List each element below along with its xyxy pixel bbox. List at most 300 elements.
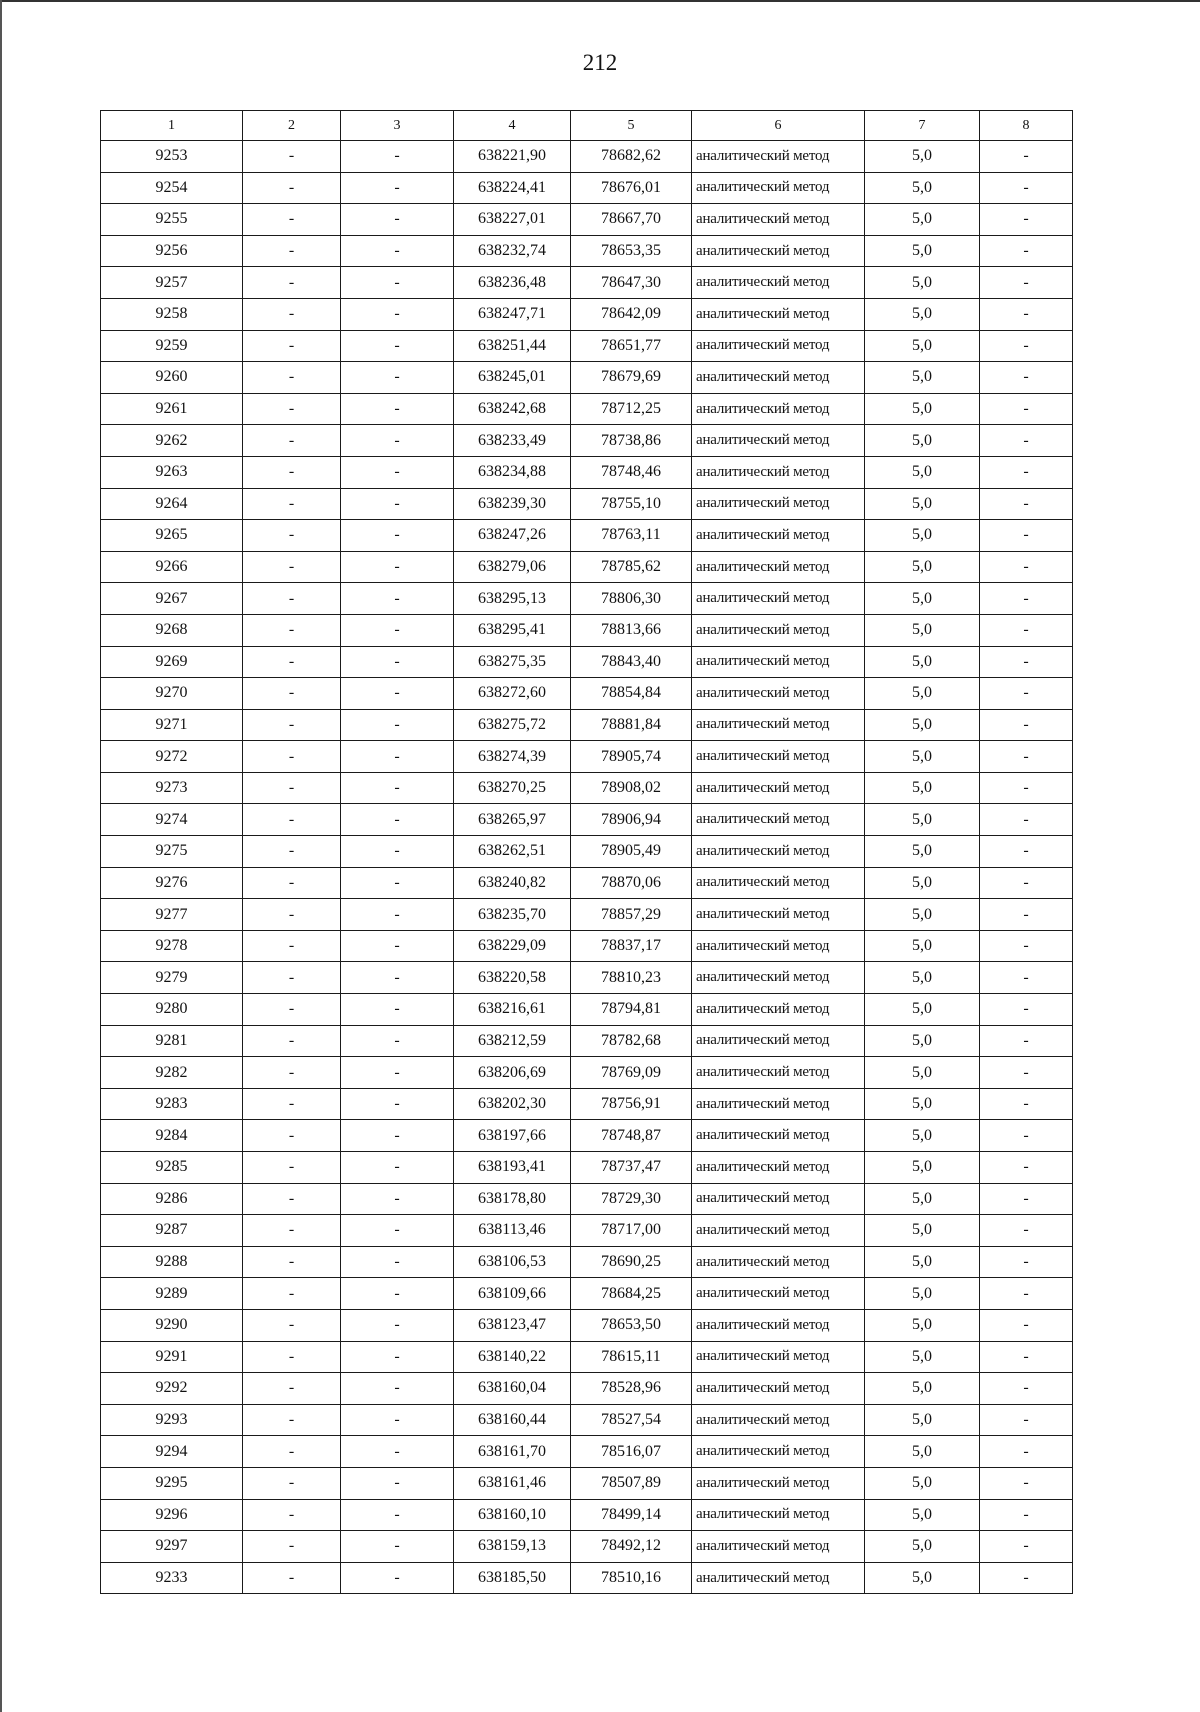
cell-accuracy: 5,0 [865, 1531, 980, 1563]
cell-coord-x: 638295,13 [454, 583, 571, 615]
cell-accuracy: 5,0 [865, 141, 980, 173]
cell-coord-y: 78748,87 [571, 1120, 692, 1152]
table-row [101, 267, 1073, 299]
cell-coord-y: 78905,49 [571, 836, 692, 868]
cell-point-number: 9262 [101, 425, 243, 457]
cell-method: аналитический метод [692, 1088, 865, 1120]
cell-point-number: 9266 [101, 551, 243, 583]
cell-coord-x: 638251,44 [454, 330, 571, 362]
cell-coord-x: 638221,90 [454, 141, 571, 173]
cell-col-3-value: - [341, 456, 454, 488]
cell-col-8-value: - [980, 1278, 1073, 1310]
cell-col-3-value: - [341, 1309, 454, 1341]
table-row [101, 425, 1073, 457]
cell-method: аналитический метод [692, 1404, 865, 1436]
cell-coord-y: 78748,46 [571, 456, 692, 488]
cell-accuracy: 5,0 [865, 741, 980, 773]
cell-coord-x: 638109,66 [454, 1278, 571, 1310]
cell-col-2-value: - [243, 488, 341, 520]
cell-col-8-value: - [980, 1152, 1073, 1184]
cell-col-2-value: - [243, 1341, 341, 1373]
cell-method: аналитический метод [692, 1309, 865, 1341]
cell-coord-y: 78763,11 [571, 520, 692, 552]
cell-col-8-value: - [980, 1404, 1073, 1436]
cell-accuracy: 5,0 [865, 1183, 980, 1215]
table-row [101, 1278, 1073, 1310]
cell-coord-x: 638242,68 [454, 393, 571, 425]
cell-point-number: 9267 [101, 583, 243, 615]
cell-col-8-value: - [980, 172, 1073, 204]
cell-point-number: 9278 [101, 930, 243, 962]
cell-col-8-value: - [980, 330, 1073, 362]
cell-point-number: 9294 [101, 1436, 243, 1468]
cell-method: аналитический метод [692, 709, 865, 741]
cell-col-8-value: - [980, 1373, 1073, 1405]
cell-method: аналитический метод [692, 488, 865, 520]
cell-coord-x: 638275,72 [454, 709, 571, 741]
cell-col-8-value: - [980, 994, 1073, 1026]
cell-coord-x: 638272,60 [454, 678, 571, 710]
table-row [101, 1436, 1073, 1468]
cell-accuracy: 5,0 [865, 1373, 980, 1405]
cell-coord-x: 638247,71 [454, 298, 571, 330]
cell-col-2-value: - [243, 836, 341, 868]
cell-col-3-value: - [341, 1057, 454, 1089]
table-row [101, 488, 1073, 520]
cell-coord-y: 78528,96 [571, 1373, 692, 1405]
cell-col-2-value: - [243, 1025, 341, 1057]
cell-coord-y: 78857,29 [571, 899, 692, 931]
cell-coord-x: 638279,06 [454, 551, 571, 583]
cell-coord-y: 78806,30 [571, 583, 692, 615]
cell-method: аналитический метод [692, 1373, 865, 1405]
column-header-4: 4 [454, 111, 571, 141]
cell-col-3-value: - [341, 298, 454, 330]
cell-point-number: 9258 [101, 298, 243, 330]
cell-coord-y: 78684,25 [571, 1278, 692, 1310]
cell-col-2-value: - [243, 962, 341, 994]
cell-col-3-value: - [341, 772, 454, 804]
cell-accuracy: 5,0 [865, 330, 980, 362]
cell-method: аналитический метод [692, 1120, 865, 1152]
cell-col-2-value: - [243, 678, 341, 710]
table-body [101, 141, 1073, 1594]
cell-coord-x: 638140,22 [454, 1341, 571, 1373]
cell-method: аналитический метод [692, 614, 865, 646]
cell-method: аналитический метод [692, 678, 865, 710]
cell-method: аналитический метод [692, 867, 865, 899]
cell-col-3-value: - [341, 1467, 454, 1499]
cell-col-3-value: - [341, 235, 454, 267]
cell-point-number: 9270 [101, 678, 243, 710]
cell-col-2-value: - [243, 172, 341, 204]
cell-col-8-value: - [980, 267, 1073, 299]
cell-col-2-value: - [243, 583, 341, 615]
table-row [101, 330, 1073, 362]
cell-col-2-value: - [243, 1215, 341, 1247]
cell-accuracy: 5,0 [865, 867, 980, 899]
table-row [101, 1309, 1073, 1341]
cell-col-2-value: - [243, 1278, 341, 1310]
cell-coord-x: 638239,30 [454, 488, 571, 520]
table-row [101, 235, 1073, 267]
table-row [101, 1341, 1073, 1373]
table-row [101, 1531, 1073, 1563]
cell-coord-y: 78527,54 [571, 1404, 692, 1436]
cell-coord-y: 78738,86 [571, 425, 692, 457]
cell-col-8-value: - [980, 899, 1073, 931]
cell-col-8-value: - [980, 709, 1073, 741]
cell-col-8-value: - [980, 1309, 1073, 1341]
cell-coord-x: 638234,88 [454, 456, 571, 488]
cell-accuracy: 5,0 [865, 1088, 980, 1120]
cell-coord-x: 638236,48 [454, 267, 571, 299]
cell-method: аналитический метод [692, 204, 865, 236]
cell-point-number: 9290 [101, 1309, 243, 1341]
cell-accuracy: 5,0 [865, 520, 980, 552]
cell-col-2-value: - [243, 1373, 341, 1405]
cell-col-8-value: - [980, 425, 1073, 457]
cell-coord-x: 638220,58 [454, 962, 571, 994]
column-header-1: 1 [101, 111, 243, 141]
cell-point-number: 9288 [101, 1246, 243, 1278]
cell-coord-x: 638270,25 [454, 772, 571, 804]
cell-point-number: 9279 [101, 962, 243, 994]
cell-method: аналитический метод [692, 393, 865, 425]
cell-coord-y: 78785,62 [571, 551, 692, 583]
cell-col-8-value: - [980, 551, 1073, 583]
table-row [101, 741, 1073, 773]
cell-point-number: 9268 [101, 614, 243, 646]
cell-coord-x: 638193,41 [454, 1152, 571, 1184]
cell-col-2-value: - [243, 994, 341, 1026]
cell-col-8-value: - [980, 1088, 1073, 1120]
cell-coord-y: 78516,07 [571, 1436, 692, 1468]
column-header-8: 8 [980, 111, 1073, 141]
cell-col-3-value: - [341, 267, 454, 299]
cell-col-3-value: - [341, 204, 454, 236]
cell-col-2-value: - [243, 204, 341, 236]
cell-coord-y: 78737,47 [571, 1152, 692, 1184]
cell-col-8-value: - [980, 1467, 1073, 1499]
cell-col-3-value: - [341, 709, 454, 741]
cell-col-3-value: - [341, 1404, 454, 1436]
cell-method: аналитический метод [692, 741, 865, 773]
cell-method: аналитический метод [692, 330, 865, 362]
table-row [101, 867, 1073, 899]
cell-coord-x: 638265,97 [454, 804, 571, 836]
cell-method: аналитический метод [692, 141, 865, 173]
cell-col-3-value: - [341, 488, 454, 520]
cell-accuracy: 5,0 [865, 962, 980, 994]
cell-col-2-value: - [243, 298, 341, 330]
cell-accuracy: 5,0 [865, 1246, 980, 1278]
cell-accuracy: 5,0 [865, 1404, 980, 1436]
cell-coord-y: 78712,25 [571, 393, 692, 425]
cell-col-3-value: - [341, 330, 454, 362]
cell-col-2-value: - [243, 646, 341, 678]
table-row [101, 1246, 1073, 1278]
cell-coord-y: 78908,02 [571, 772, 692, 804]
table-row [101, 1057, 1073, 1089]
cell-point-number: 9255 [101, 204, 243, 236]
cell-accuracy: 5,0 [865, 930, 980, 962]
table-row [101, 994, 1073, 1026]
cell-point-number: 9264 [101, 488, 243, 520]
page-edge-top [0, 0, 1200, 2]
cell-col-8-value: - [980, 930, 1073, 962]
cell-point-number: 9291 [101, 1341, 243, 1373]
cell-coord-x: 638240,82 [454, 867, 571, 899]
cell-point-number: 9295 [101, 1467, 243, 1499]
cell-coord-y: 78492,12 [571, 1531, 692, 1563]
cell-col-2-value: - [243, 1467, 341, 1499]
cell-coord-y: 78794,81 [571, 994, 692, 1026]
cell-col-8-value: - [980, 1246, 1073, 1278]
cell-point-number: 9292 [101, 1373, 243, 1405]
cell-col-8-value: - [980, 1341, 1073, 1373]
cell-coord-x: 638245,01 [454, 362, 571, 394]
cell-col-3-value: - [341, 393, 454, 425]
cell-accuracy: 5,0 [865, 583, 980, 615]
cell-col-8-value: - [980, 583, 1073, 615]
cell-accuracy: 5,0 [865, 836, 980, 868]
table-row [101, 298, 1073, 330]
cell-col-8-value: - [980, 962, 1073, 994]
cell-col-2-value: - [243, 1436, 341, 1468]
cell-accuracy: 5,0 [865, 204, 980, 236]
table-row [101, 678, 1073, 710]
cell-point-number: 9284 [101, 1120, 243, 1152]
cell-col-2-value: - [243, 456, 341, 488]
cell-col-3-value: - [341, 1499, 454, 1531]
cell-col-3-value: - [341, 899, 454, 931]
cell-col-2-value: - [243, 1088, 341, 1120]
cell-point-number: 9254 [101, 172, 243, 204]
cell-point-number: 9257 [101, 267, 243, 299]
table-row [101, 362, 1073, 394]
cell-col-8-value: - [980, 488, 1073, 520]
cell-point-number: 9271 [101, 709, 243, 741]
table-row [101, 172, 1073, 204]
cell-method: аналитический метод [692, 1278, 865, 1310]
cell-col-8-value: - [980, 1120, 1073, 1152]
cell-col-2-value: - [243, 741, 341, 773]
cell-accuracy: 5,0 [865, 1278, 980, 1310]
cell-method: аналитический метод [692, 298, 865, 330]
cell-col-8-value: - [980, 298, 1073, 330]
cell-col-3-value: - [341, 1531, 454, 1563]
cell-method: аналитический метод [692, 962, 865, 994]
cell-coord-y: 78837,17 [571, 930, 692, 962]
cell-col-2-value: - [243, 1246, 341, 1278]
cell-col-3-value: - [341, 1341, 454, 1373]
cell-col-3-value: - [341, 804, 454, 836]
cell-col-2-value: - [243, 330, 341, 362]
cell-col-2-value: - [243, 772, 341, 804]
cell-coord-y: 78653,50 [571, 1309, 692, 1341]
table-row [101, 1215, 1073, 1247]
cell-coord-x: 638224,41 [454, 172, 571, 204]
cell-point-number: 9286 [101, 1183, 243, 1215]
cell-col-8-value: - [980, 393, 1073, 425]
cell-method: аналитический метод [692, 1531, 865, 1563]
cell-coord-y: 78679,69 [571, 362, 692, 394]
cell-coord-y: 78870,06 [571, 867, 692, 899]
cell-col-8-value: - [980, 1436, 1073, 1468]
table-header-row [101, 111, 1073, 141]
cell-col-2-value: - [243, 709, 341, 741]
cell-col-3-value: - [341, 1025, 454, 1057]
cell-accuracy: 5,0 [865, 1499, 980, 1531]
cell-col-8-value: - [980, 678, 1073, 710]
cell-method: аналитический метод [692, 172, 865, 204]
cell-method: аналитический метод [692, 899, 865, 931]
table-row [101, 646, 1073, 678]
cell-point-number: 9265 [101, 520, 243, 552]
cell-accuracy: 5,0 [865, 804, 980, 836]
cell-point-number: 9276 [101, 867, 243, 899]
cell-coord-x: 638161,46 [454, 1467, 571, 1499]
cell-coord-y: 78690,25 [571, 1246, 692, 1278]
cell-accuracy: 5,0 [865, 646, 980, 678]
cell-col-3-value: - [341, 994, 454, 1026]
cell-col-2-value: - [243, 267, 341, 299]
cell-point-number: 9260 [101, 362, 243, 394]
cell-accuracy: 5,0 [865, 772, 980, 804]
cell-coord-y: 78499,14 [571, 1499, 692, 1531]
cell-coord-x: 638160,44 [454, 1404, 571, 1436]
cell-point-number: 9282 [101, 1057, 243, 1089]
cell-coord-x: 638123,47 [454, 1309, 571, 1341]
cell-point-number: 9233 [101, 1562, 243, 1594]
cell-method: аналитический метод [692, 1246, 865, 1278]
cell-point-number: 9297 [101, 1531, 243, 1563]
cell-col-2-value: - [243, 520, 341, 552]
cell-col-8-value: - [980, 1183, 1073, 1215]
cell-point-number: 9261 [101, 393, 243, 425]
cell-coord-y: 78647,30 [571, 267, 692, 299]
coordinates-table [100, 110, 1073, 1594]
cell-coord-x: 638202,30 [454, 1088, 571, 1120]
cell-accuracy: 5,0 [865, 899, 980, 931]
table-row [101, 614, 1073, 646]
page-edge-left [0, 0, 2, 1712]
cell-col-2-value: - [243, 1120, 341, 1152]
table-row [101, 520, 1073, 552]
cell-accuracy: 5,0 [865, 488, 980, 520]
cell-col-8-value: - [980, 867, 1073, 899]
cell-point-number: 9274 [101, 804, 243, 836]
cell-coord-y: 78653,35 [571, 235, 692, 267]
cell-method: аналитический метод [692, 772, 865, 804]
cell-coord-x: 638295,41 [454, 614, 571, 646]
cell-coord-y: 78507,89 [571, 1467, 692, 1499]
cell-col-3-value: - [341, 1278, 454, 1310]
cell-point-number: 9253 [101, 141, 243, 173]
cell-coord-x: 638178,80 [454, 1183, 571, 1215]
cell-method: аналитический метод [692, 583, 865, 615]
table-row [101, 930, 1073, 962]
cell-col-3-value: - [341, 362, 454, 394]
table-row [101, 1183, 1073, 1215]
table-row [101, 393, 1073, 425]
cell-accuracy: 5,0 [865, 1215, 980, 1247]
cell-col-2-value: - [243, 899, 341, 931]
cell-col-2-value: - [243, 1562, 341, 1594]
cell-point-number: 9275 [101, 836, 243, 868]
cell-coord-x: 638212,59 [454, 1025, 571, 1057]
cell-col-8-value: - [980, 836, 1073, 868]
table-row [101, 1120, 1073, 1152]
cell-coord-x: 638233,49 [454, 425, 571, 457]
cell-col-3-value: - [341, 962, 454, 994]
table-row [101, 583, 1073, 615]
cell-coord-x: 638160,10 [454, 1499, 571, 1531]
coordinates-table-container [100, 110, 1072, 1594]
cell-method: аналитический метод [692, 235, 865, 267]
cell-method: аналитический метод [692, 646, 865, 678]
cell-accuracy: 5,0 [865, 614, 980, 646]
table-row [101, 1467, 1073, 1499]
cell-accuracy: 5,0 [865, 709, 980, 741]
cell-accuracy: 5,0 [865, 1120, 980, 1152]
cell-col-3-value: - [341, 614, 454, 646]
table-header [101, 111, 1073, 141]
cell-coord-x: 638197,66 [454, 1120, 571, 1152]
cell-accuracy: 5,0 [865, 1057, 980, 1089]
cell-col-3-value: - [341, 1215, 454, 1247]
cell-accuracy: 5,0 [865, 1467, 980, 1499]
cell-method: аналитический метод [692, 1499, 865, 1531]
cell-col-8-value: - [980, 456, 1073, 488]
table-row [101, 141, 1073, 173]
cell-col-8-value: - [980, 741, 1073, 773]
cell-point-number: 9287 [101, 1215, 243, 1247]
cell-col-8-value: - [980, 1215, 1073, 1247]
cell-method: аналитический метод [692, 1467, 865, 1499]
table-row [101, 1088, 1073, 1120]
cell-col-8-value: - [980, 646, 1073, 678]
cell-coord-y: 78755,10 [571, 488, 692, 520]
cell-coord-x: 638216,61 [454, 994, 571, 1026]
cell-col-3-value: - [341, 520, 454, 552]
column-header-3: 3 [341, 111, 454, 141]
table-row [101, 456, 1073, 488]
cell-col-8-value: - [980, 772, 1073, 804]
cell-coord-x: 638159,13 [454, 1531, 571, 1563]
cell-col-2-value: - [243, 551, 341, 583]
column-header-6: 6 [692, 111, 865, 141]
cell-coord-y: 78729,30 [571, 1183, 692, 1215]
table-row [101, 899, 1073, 931]
page-number: 212 [582, 50, 618, 75]
cell-point-number: 9281 [101, 1025, 243, 1057]
cell-coord-x: 638274,39 [454, 741, 571, 773]
cell-method: аналитический метод [692, 267, 865, 299]
table-row [101, 1404, 1073, 1436]
cell-coord-x: 638275,35 [454, 646, 571, 678]
cell-coord-x: 638113,46 [454, 1215, 571, 1247]
cell-col-3-value: - [341, 1120, 454, 1152]
cell-accuracy: 5,0 [865, 1436, 980, 1468]
cell-method: аналитический метод [692, 1152, 865, 1184]
cell-col-2-value: - [243, 1404, 341, 1436]
cell-coord-x: 638106,53 [454, 1246, 571, 1278]
cell-col-3-value: - [341, 583, 454, 615]
column-header-5: 5 [571, 111, 692, 141]
cell-method: аналитический метод [692, 456, 865, 488]
